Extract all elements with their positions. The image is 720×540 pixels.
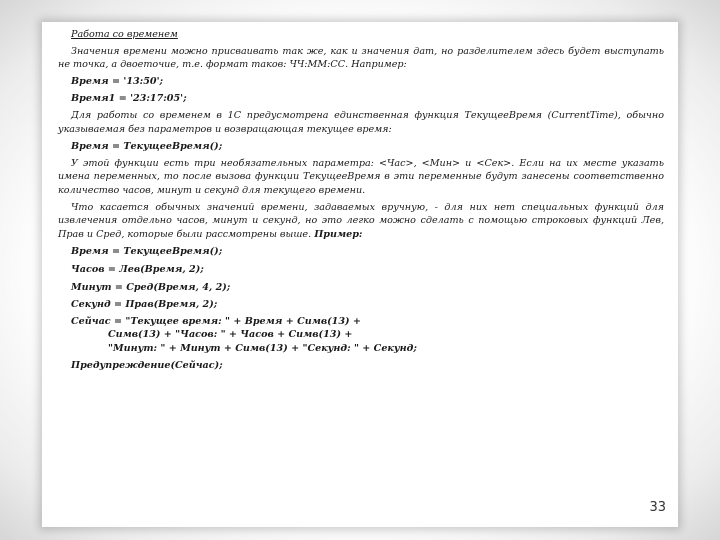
code-line-current-time: Время = ТекущееВремя();	[71, 141, 223, 153]
document-page	[42, 22, 678, 527]
paragraph-current-time-function: Для работы со временем в 1С предусмотрена единственная функция ТекущееВремя (CurrentTime), обычно указываемая без параметров и возвращающая текущее время:	[58, 109, 664, 135]
code-line-time1: Время1 = '23:17:05';	[71, 93, 187, 105]
paragraph-time-format: Значения времени можно присваивать так же, как и значения дат, но разделителем здесь будет выступать не точка, а двоеточие, т.е. формат таков: ЧЧ:ММ:СС. Например:	[58, 45, 664, 71]
paragraph-manual-time-text: Что касается обычных значений времени, задаваемых вручную, - для них нет специальных функций для извлечения отдельно часов, минут и секунд, но это легко можно сделать с помощью строковых функций Лев, Прав и Сред, которые были рассмотрены выше.	[58, 201, 664, 240]
example-line-1: Время = ТекущееВремя();	[71, 246, 223, 258]
example-label: Пример:	[314, 228, 363, 240]
paragraph-manual-time	[58, 201, 664, 242]
example-line-5: Сейчас = "Текущее время: " + Время + Симв(13) +	[71, 315, 361, 327]
document-content	[58, 28, 664, 376]
section-title-text: Работа со временем	[71, 29, 178, 40]
example-line-4: Секунд = Прав(Время, 2);	[71, 299, 218, 311]
example-line-8: Предупреждение(Сейчас);	[71, 360, 223, 372]
section-title	[58, 28, 664, 42]
example-line-6: Симв(13) + "Часов: " + Часов + Симв(13) +	[108, 329, 353, 341]
example-line-2: Часов = Лев(Время, 2);	[71, 263, 204, 275]
page-number: 33	[649, 500, 666, 515]
example-line-3: Минут = Сред(Время, 4, 2);	[71, 281, 231, 293]
example-line-7: "Минут: " + Минут + Симв(13) + "Секунд: " + Секунд;	[108, 342, 417, 354]
code-line-time: Время = '13:50';	[71, 75, 164, 87]
paragraph-optional-params: У этой функции есть три необязательных параметра: <Час>, <Мин> и <Сек>. Если на их месте указать имена переменных, то после вызова функции ТекущееВремя в эти переменные будут занесены соответственно количество часов, минут и секунд для текущего времени.	[58, 157, 664, 196]
